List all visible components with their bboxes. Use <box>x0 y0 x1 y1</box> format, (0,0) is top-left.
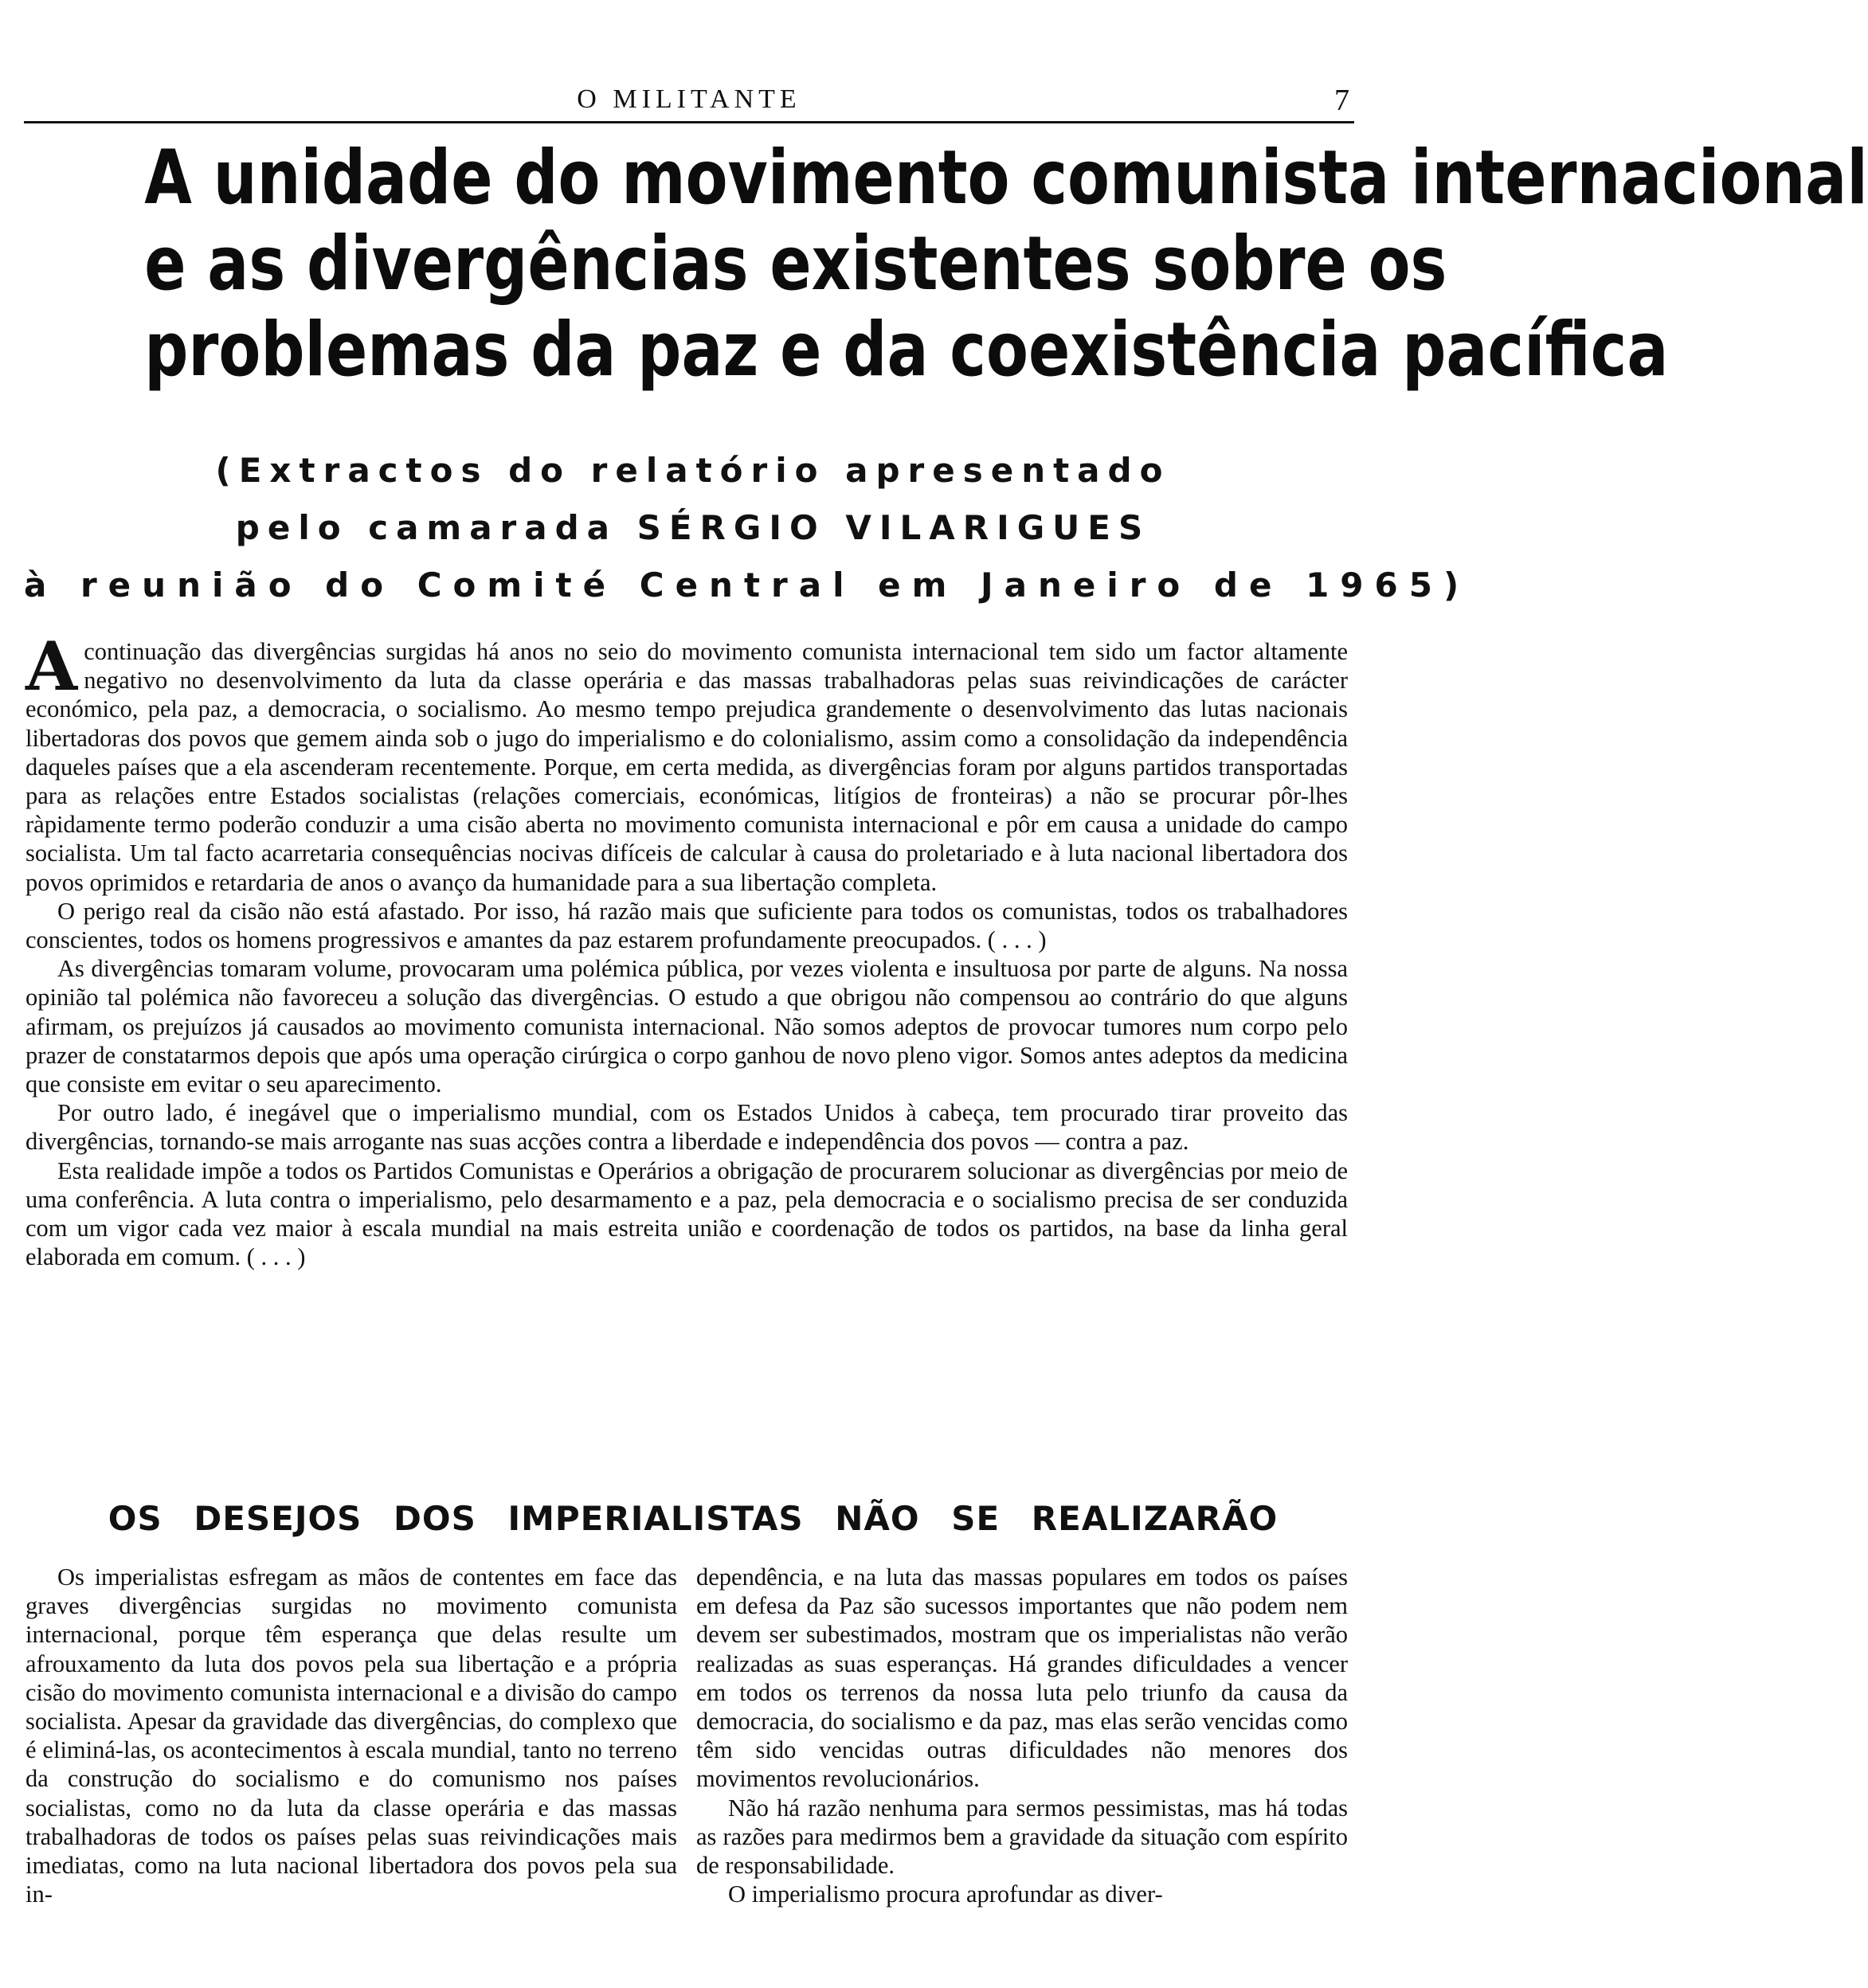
intro-paragraph: A continuação das divergências surgidas há anos no seio do movimento comunista internacional tem sido um factor altamente negativo no desenvolvimento da luta da classe operária e das massas trabalhadoras pelas suas reivindicações de carácter económico, pela paz, a democracia, o socialismo. Ao mesmo tempo prejudica grandemente o desenvolvimento das lutas nacionais libertadoras dos povos que gemem ainda sob o jugo do imperialismo e do colonialismo, assim como a consolidação da independência daqueles países que a ela ascenderam recentemente. Porque, em certa medida, as divergências foram por alguns partidos transportadas para as relações entre Estados socialistas (relações comerciais, económicas, litígios de fronteiras) a não se procurar pôr-lhes ràpidamente termo poderão conduzir a uma cisão aberta no movimento comunista internacional e pôr em causa a unidade do campo socialista. Um tal facto acarretaria consequências nocivas difíceis de calcular à causa do proletariado e à luta nacional libertadora dos povos oprimidos e retardaria de anos o avanço da humanidade para a sua libertação completa. <box>25 627 1348 896</box>
left-column <box>25 1563 677 1908</box>
intro-paragraph: Por outro lado, é inegável que o imperialismo mundial, com os Estados Unidos à cabeça, tem procurado tirar proveito das divergências, tornando-se mais arrogante nas suas acções contra a liberdade e independência dos povos — contra a paz. <box>25 1099 1348 1156</box>
column-paragraph: dependência, e na luta das massas populares em todos os países em defesa da Paz são sucessos importantes que não podem nem devem ser subestimados, mostram que os imperialistas não verão realizadas as suas esperanças. Há grandes dificuldades a vencer em todos os terrenos da nossa luta pelo triunfo da causa da democracia, do socialismo e da paz, mas elas serão vencidas como têm sido vencidas outras dificuldades não menores dos movimentos revolucionários. <box>696 1563 1348 1793</box>
drop-cap: A <box>25 627 78 706</box>
subtitle-line: à reunião do Comité Central em Janeiro de 1965) <box>24 565 1471 605</box>
title-line: A unidade do movimento comunista internacional <box>144 135 1868 221</box>
right-column <box>696 1563 1348 1908</box>
intro-paragraph: As divergências tomaram volume, provocaram uma polémica pública, por vezes violenta e insultuosa por parte de alguns. Na nossa opinião tal polémica não favoreceu a solução das divergências. O estudo a que obrigou não compensou ao contrário do que alguns afirmam, os prejuízos já causados ao movimento comunista internacional. Não somos adeptos de provocar tumores num corpo pelo prazer de constatarmos depois que após uma operação cirúrgica o corpo ganhou de novo pleno vigor. Somos antes adeptos da medicina que consiste em evitar o seu aparecimento. <box>25 955 1348 1098</box>
title-line: problemas da paz e da coexistência pacífica <box>144 307 1669 393</box>
article-subtitle <box>24 442 1471 614</box>
subtitle-line: (Extractos do relatório apresentado <box>215 451 1171 490</box>
intro-paragraph: O perigo real da cisão não está afastado. Por isso, há razão mais que suficiente para todos os comunistas, todos os trabalhadores conscientes, todos os homens progressivos e amantes da paz estarem profundamente preocupados. ( . . . ) <box>25 897 1348 954</box>
intro-text <box>25 627 1348 1271</box>
publication-name: O MILITANTE <box>577 84 801 114</box>
subtitle-line: pelo camarada SÉRGIO VILARIGUES <box>235 508 1151 547</box>
article-title <box>24 135 1868 393</box>
page-header <box>24 80 1354 123</box>
section-heading: OS DESEJOS DOS IMPERIALISTAS NÃO SE REALIZARÃO <box>108 1499 1279 1538</box>
column-paragraph: Não há razão nenhuma para sermos pessimistas, mas há todas as razões para medirmos bem a gravidade da situação com espírito de responsabilidade. <box>696 1794 1348 1880</box>
column-paragraph: Os imperialistas esfregam as mãos de contentes em face das graves divergências surgidas no movimento comunista internacional, porque têm esperança que delas resulte um afrouxamento da luta dos povos pela sua libertação e a própria cisão do movimento comunista internacional e a divisão do campo socialista. Apesar da gravidade das divergências, do complexo que é eliminá-las, os acontecimentos à escala mundial, tanto no terreno da construção do socialismo e do comunismo nos países socialistas, como no da luta da classe operária e das massas trabalhadoras de todos os países pelas suas reivindicações mais imediatas, como na luta nacional libertadora dos povos pela sua in- <box>25 1563 677 1908</box>
column-paragraph: O imperialismo procura aprofundar as diver- <box>728 1880 1163 1908</box>
title-line: e as divergências existentes sobre os <box>144 221 1447 307</box>
page-number: 7 <box>1334 84 1349 117</box>
intro-paragraph: Esta realidade impõe a todos os Partidos Comunistas e Operários a obrigação de procurarem solucionar as divergências por meio de uma conferência. A luta contra o imperialismo, pelo desarmamento e a paz, pela democracia e o socialismo precisa de ser conduzida com um vigor cada vez maior à escala mundial na mais estreita união e coordenação de todos os partidos, na base da linha geral elaborada em comum. ( . . . ) <box>25 1156 1348 1271</box>
